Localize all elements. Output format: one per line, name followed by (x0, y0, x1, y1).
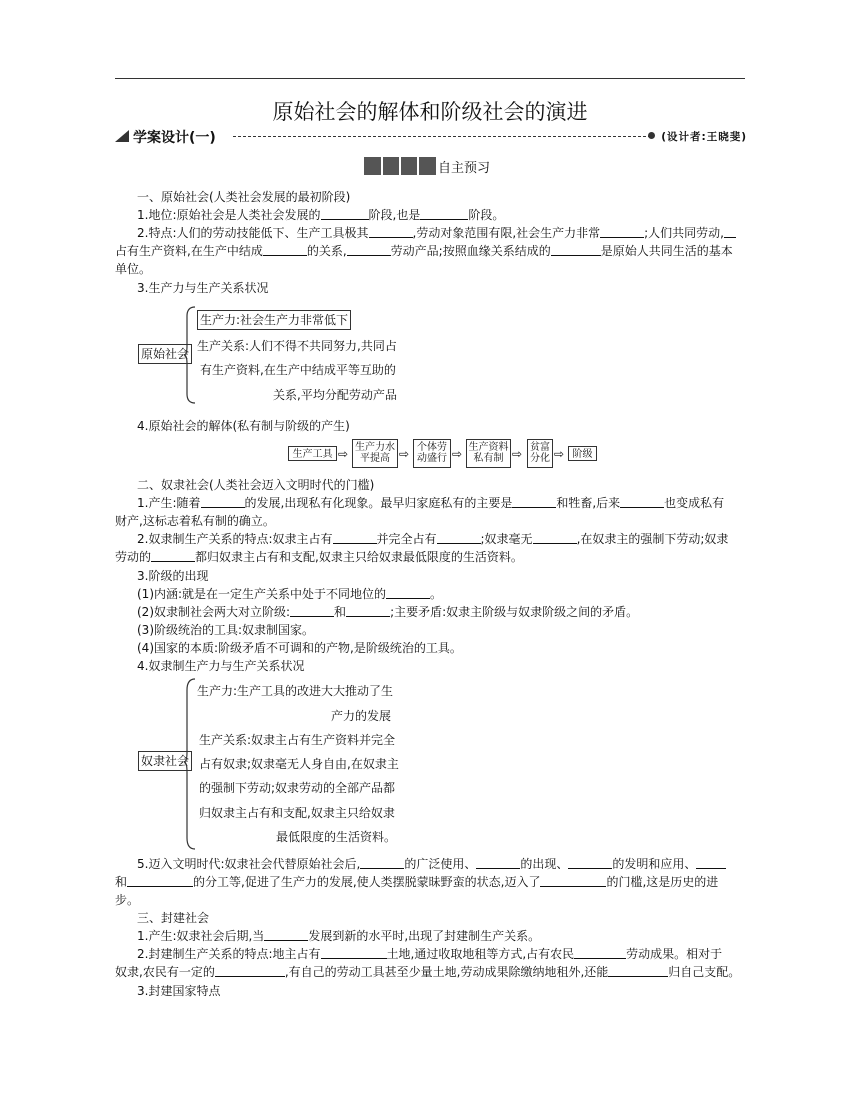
diagram2-relation-l5: 最低限度的生活资料。 (276, 830, 397, 844)
diagram1-relation-l3: 关系,平均分配劳动产品 (273, 388, 397, 402)
arrow-icon: ⇨ (338, 447, 349, 461)
s2-line13: 步。 (115, 893, 140, 907)
s2-line1: 1.产生:随着 的发展,出现私有化现象。最早归家庭私有的主要是 和牲畜,后来 也变成私有 (137, 496, 725, 510)
s3-line1: 1.产生:奴隶社会后期,当 发展到新的水平时,出现了封建制生产关系。 (137, 929, 541, 943)
series-label: 学案设计(一) (133, 130, 216, 146)
dotted-rule (233, 136, 651, 137)
s1-line5: 3.生产力与生产关系状况 (137, 281, 269, 295)
diagram2-productivity-l1: 生产力:生产工具的改进大大推动了生 (197, 684, 394, 698)
s2-line2: 财产,这标志着私有制的确立。 (115, 514, 275, 528)
flow-step-2: 生产力水平提高 (352, 439, 398, 468)
s2-line4: 劳动的 都归奴隶主占有和支配,奴隶主只给奴隶最低限度的生活资料。 (115, 550, 523, 564)
diagram2-relation-l2: 占有奴隶;奴隶毫无人身自由,在奴隶主 (199, 757, 399, 771)
s1-line4: 单位。 (115, 262, 152, 276)
arrow-icon: ⇨ (512, 447, 523, 461)
s3-line3: 奴隶,农民有一定的 ,有自己的劳动工具甚至少量土地,劳动成果除缴纳地租外,还能 归自己支配。 (115, 965, 741, 979)
brace-icon (183, 678, 197, 850)
diagram2-relation-l4: 归奴隶主占有和支配,奴隶主只给奴隶 (199, 806, 395, 820)
s2-line9: (4)国家的本质:阶级矛盾不可调和的产物,是阶级统治的工具。 (137, 641, 462, 655)
arrow-icon: ⇨ (452, 447, 463, 461)
s1-line1: 1.地位:原始社会是人类社会发展的 阶段,也是 阶段。 (137, 208, 505, 222)
flow-step-6: 阶级 (568, 446, 597, 461)
s3-line4: 3.封建国家特点 (137, 984, 221, 998)
brace-icon (183, 306, 197, 404)
arrow-icon: ⇨ (399, 447, 410, 461)
s2-line11: 5.迈入文明时代:奴隶社会代替原始社会后, 的广泛使用、 的出现、 的发明和应用、 (137, 856, 726, 872)
s2-line12: 和 的分工等,促进了生产力的发展,使人类摆脱蒙昧野蛮的状态,迈入了 的门槛,这是历史的进 (115, 875, 719, 889)
s2-line3: 2.奴隶制生产关系的特点:奴隶主占有 并完全占有 ;奴隶毫无 ,在奴隶主的强制下劳动;奴隶 (137, 532, 729, 546)
diagram2-productivity-l2: 产力的发展 (331, 709, 392, 723)
triangle-icon (115, 130, 129, 142)
s1-line6: 4.原始社会的解体(私有制与阶级的产生) (137, 419, 350, 433)
page-title: 原始社会的解体和阶级社会的演进 (272, 100, 588, 124)
s2-line6: (1)内涵:就是在一定生产关系中处于不同地位的 。 (137, 587, 443, 601)
s1-heading: 一、原始社会(人类社会发展的最初阶段) (137, 190, 351, 204)
diagram2-relation-l1: 生产关系:奴隶主占有生产资料并完全 (199, 733, 396, 747)
s1-line2: 2.特点:人们的劳动技能低下、生产工具极其 ,劳动对象范围有限,社会生产力非常 ;人们共同劳动, (137, 225, 736, 241)
arrow-icon: ⇨ (554, 447, 565, 461)
diagram2-relation-l3: 的强制下劳动;奴隶劳动的全部产品都 (199, 781, 396, 795)
s1-line3: 占有生产资料,在生产中结成 的关系, 劳动产品;按照血缘关系结成的 是原始人共同生活的基本 (115, 244, 733, 258)
s2-line5: 3.阶级的出现 (137, 569, 209, 583)
bullet-dot (648, 132, 655, 139)
top-rule (115, 78, 745, 79)
s3-heading: 三、封建社会 (137, 911, 210, 925)
flow-step-5: 贫富分化 (527, 439, 553, 468)
diagram1-relation-l1: 生产关系:人们不得不共同努力,共同占 (197, 339, 397, 353)
s2-line8: (3)阶级统治的工具:奴隶制国家。 (137, 623, 315, 637)
banner-text: 自主预习 (438, 161, 491, 176)
flow-step-3: 个体劳动盛行 (413, 439, 451, 468)
diagram2-root: 奴隶社会 (138, 751, 192, 771)
s3-line2: 2.封建制生产关系的特点:地主占有 土地,通过收取地租等方式,占有农民 劳动成果。相对于 (137, 947, 723, 961)
s2-line10: 4.奴隶制生产力与生产关系状况 (137, 659, 305, 673)
series-bar (115, 128, 747, 146)
designer-credit: (设计者:王晓斐) (661, 131, 747, 143)
s2-heading: 二、奴隶社会(人类社会迈入文明时代的门槛) (137, 478, 375, 492)
s2-line7: (2)奴隶制社会两大对立阶级: 和 ;主要矛盾:奴隶主阶级与奴隶阶级之间的矛盾。 (137, 605, 639, 619)
banner-blocks (364, 157, 436, 175)
flow-step-4: 生产资料私有制 (466, 439, 511, 468)
flow-step-1: 生产工具 (288, 446, 337, 461)
diagram1-relation-l2: 有生产资料,在生产中结成平等互助的 (200, 363, 396, 377)
diagram1-productivity: 生产力:社会生产力非常低下 (197, 310, 351, 330)
diagram1-root: 原始社会 (138, 344, 192, 364)
